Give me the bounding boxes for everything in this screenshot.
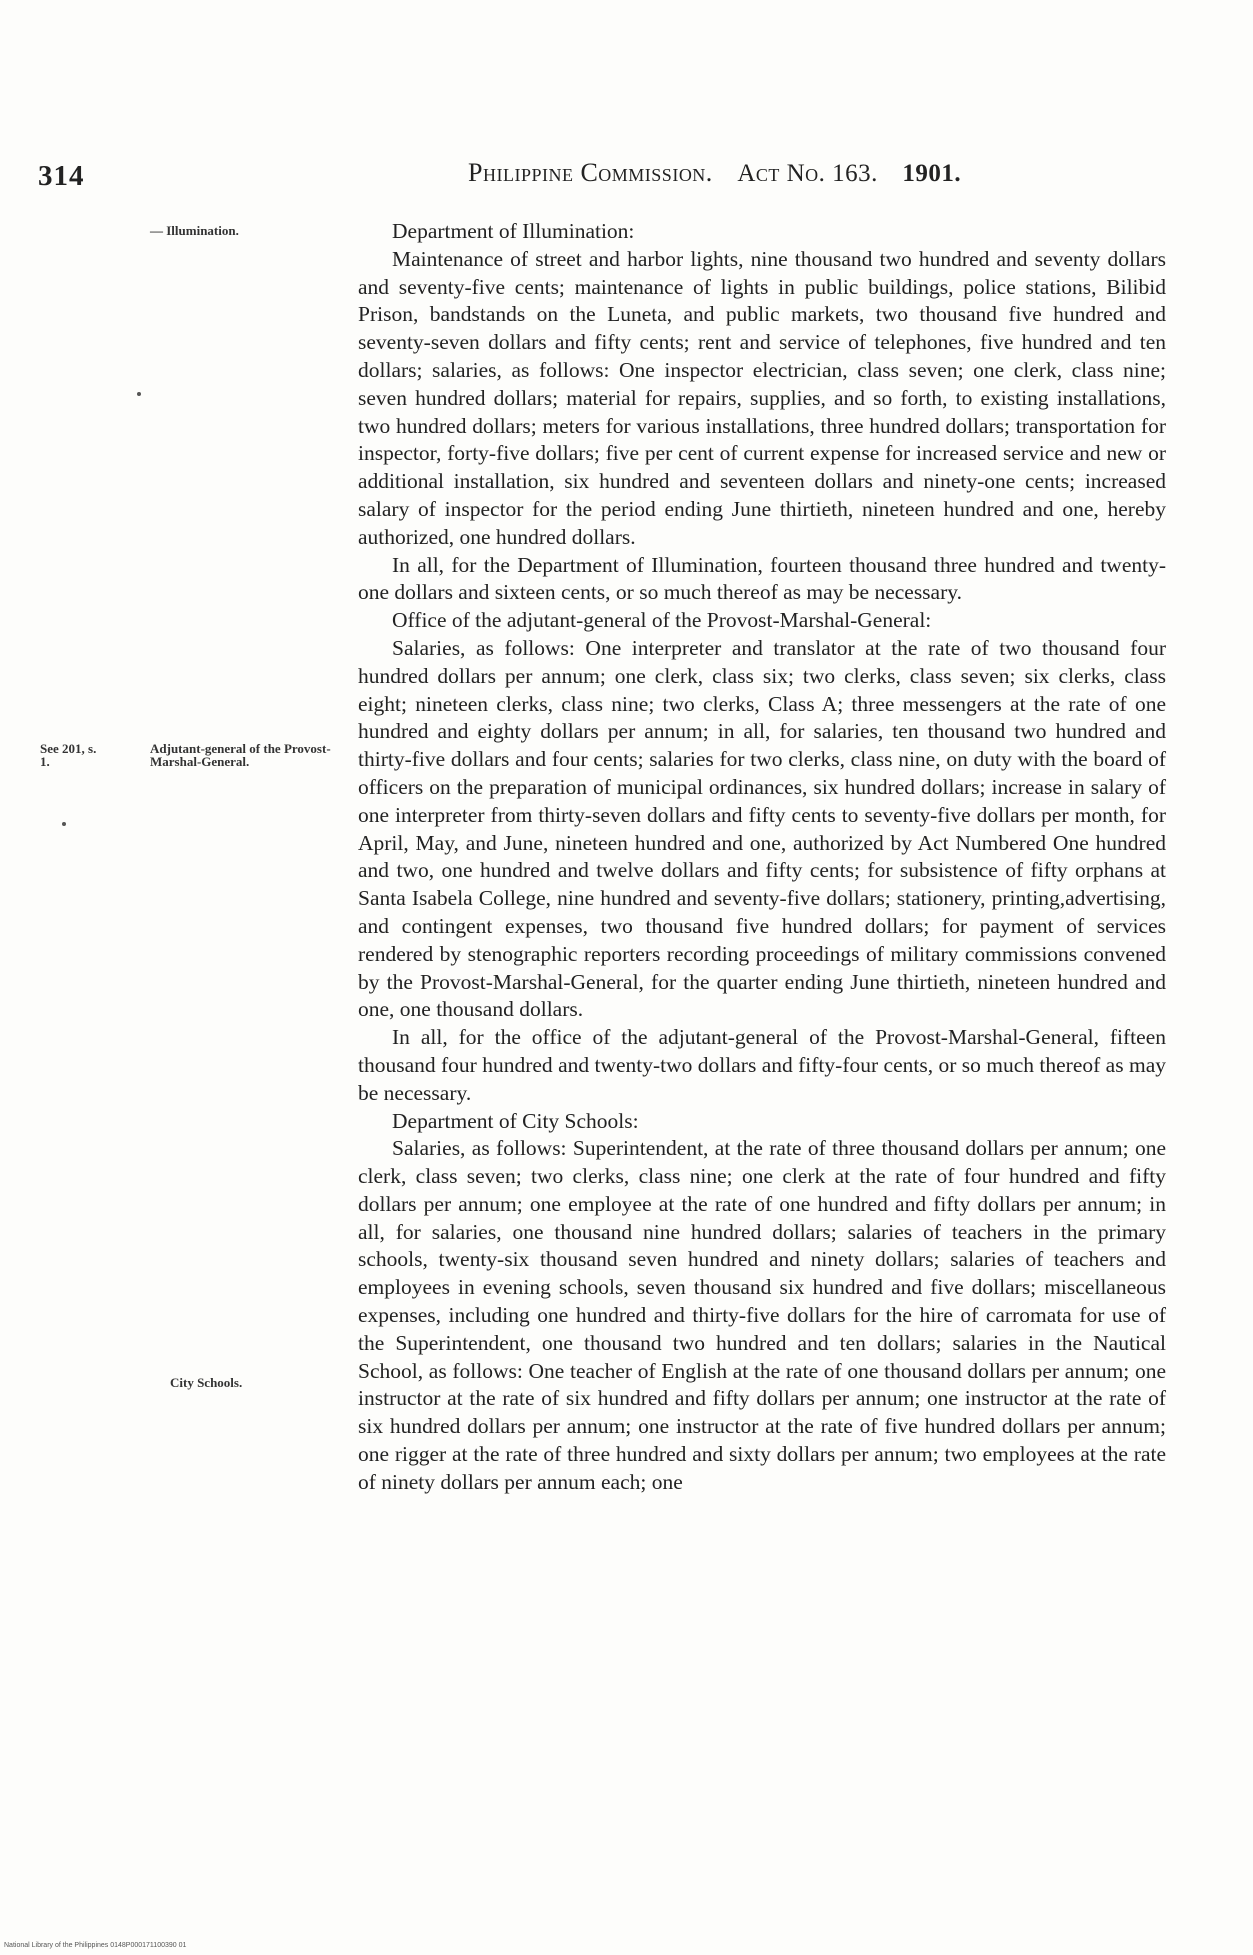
margin-note-adjutant: Adjutant-general of the Provost-Marshal-General. xyxy=(150,741,331,769)
margin-dot xyxy=(62,822,66,826)
act-number: Act No. 163. xyxy=(737,160,878,187)
publication-title: Philippine Commission. xyxy=(468,158,713,187)
margin-note-reference: See 201, s. 1. xyxy=(40,741,97,769)
heading-department-of-illumination: Department of Illumination: xyxy=(392,219,635,243)
margin-dot xyxy=(137,392,141,396)
running-head xyxy=(468,158,961,188)
margin-note-city-schools: City Schools. xyxy=(170,1375,243,1390)
heading-adjutant-general: Office of the adjutant-general of the Provost-Marshal-General: xyxy=(392,608,932,633)
paragraph-illumination-items: Maintenance of street and harbor lights, nine thousand two hundred and seventy dollars and seventy-five cents; maintenance of lights in public buildings, police stations, Bilibid Prison, bandstands on the Luneta, and public markets, two thousand five hundred and seventy-seven dollars and fifty cents; rent and service of telephones, five hundred and ten dollars; salaries, as follows: One inspector electrician, class seven; one clerk, class nine; seven hundred dollars; material for repairs, supplies, and so forth, to existing installations, two hundred dollars; meters for various installations, three hundred dollars; transportation for inspector, forty-five dollars; five per cent of current expense for increased service and new or additional installation, six hundred and seventeen dollars and ninety-one cents; increased salary of inspector for the period ending June thirtieth, nineteen hundred and one, hereby authorized, one hundred dollars. xyxy=(358,246,1166,549)
margin-note-illumination: — Illumination. xyxy=(150,223,239,238)
page-number: 314 xyxy=(38,160,85,192)
paragraph-adjutant-total: In all, for the office of the adjutant-general of the Provost-Marshal-General, fifteen thousand four hundred and twenty-two dollars and fifty-four cents, or so much thereof as may be necessary. xyxy=(358,1025,1166,1105)
footer-archive-label: National Library of the Philippines 0148P000171100390 01 xyxy=(4,1942,187,1949)
body-text xyxy=(358,218,1166,1497)
paragraph-adjutant-items: Salaries, as follows: One interpreter and translator at the rate of two thousand four hundred dollars per annum; one clerk, class six; two clerks, class seven; six clerks, class eight; nineteen clerks, class nine; two clerks, Class A; three messengers at the rate of one hundred and eighty dollars per annum; in all, for salaries, ten thousand two hundred and thirty-five dollars and four cents; salaries for two clerks, class nine, on duty with the board of officers on the preparation of municipal ordinances, six hundred dollars; increase in salary of one interpreter from thirty-seven dollars and fifty cents to seventy-five dollars per month, for April, May, and June, nineteen hundred and one, authorized by Act Numbered One hundred and two, one hundred and twelve dollars and fifty cents; for subsistence of fifty orphans at Santa Isabela College, nine hundred and seventy-five dollars; stationery, printing,advertising, and contingent expenses, two thousand five hundred dollars; for payment of services rendered by stenographic reporters recording proceedings of military commissions convened by the Provost-Marshal-General, for the quarter ending June thirtieth, nineteen hundred and one, one thousand dollars. xyxy=(358,635,1166,1022)
heading-city-schools: Department of City Schools: xyxy=(392,1108,639,1133)
paragraph-illumination-total: In all, for the Department of Illumination, fourteen thousand three hundred and twenty-one dollars and sixteen cents, or so much thereof as may be necessary. xyxy=(358,552,1166,605)
paragraph-city-schools-items: Salaries, as follows: Superintendent, at the rate of three thousand dollars per annum; one clerk, class seven; two clerks, class nine; one clerk at the rate of four hundred and fifty dollars per annum; one employee at the rate of one hundred and fifty dollars per annum; in all, for salaries, one thousand nine hundred dollars; salaries of teachers in the primary schools, twenty-six thousand seven hundred and ninety dollars; salaries of teachers and employees in evening schools, seven thousand six hundred and five dollars; miscellaneous expenses, including one hundred and thirty-five dollars for the hire of carromata for use of the Superintendent, one thousand two hundred and ten dollars; salaries in the Nautical School, as follows: One teacher of English at the rate of one thousand dollars per annum; one instructor at the rate of six hundred and fifty dollars per annum; one instructor at the rate of six hundred dollars per annum; one instructor at the rate of five hundred dollars per annum; one rigger at the rate of three hundred and sixty dollars per annum; two employees at the rate of ninety dollars per annum each; one xyxy=(358,1136,1166,1494)
year: 1901. xyxy=(902,160,962,187)
